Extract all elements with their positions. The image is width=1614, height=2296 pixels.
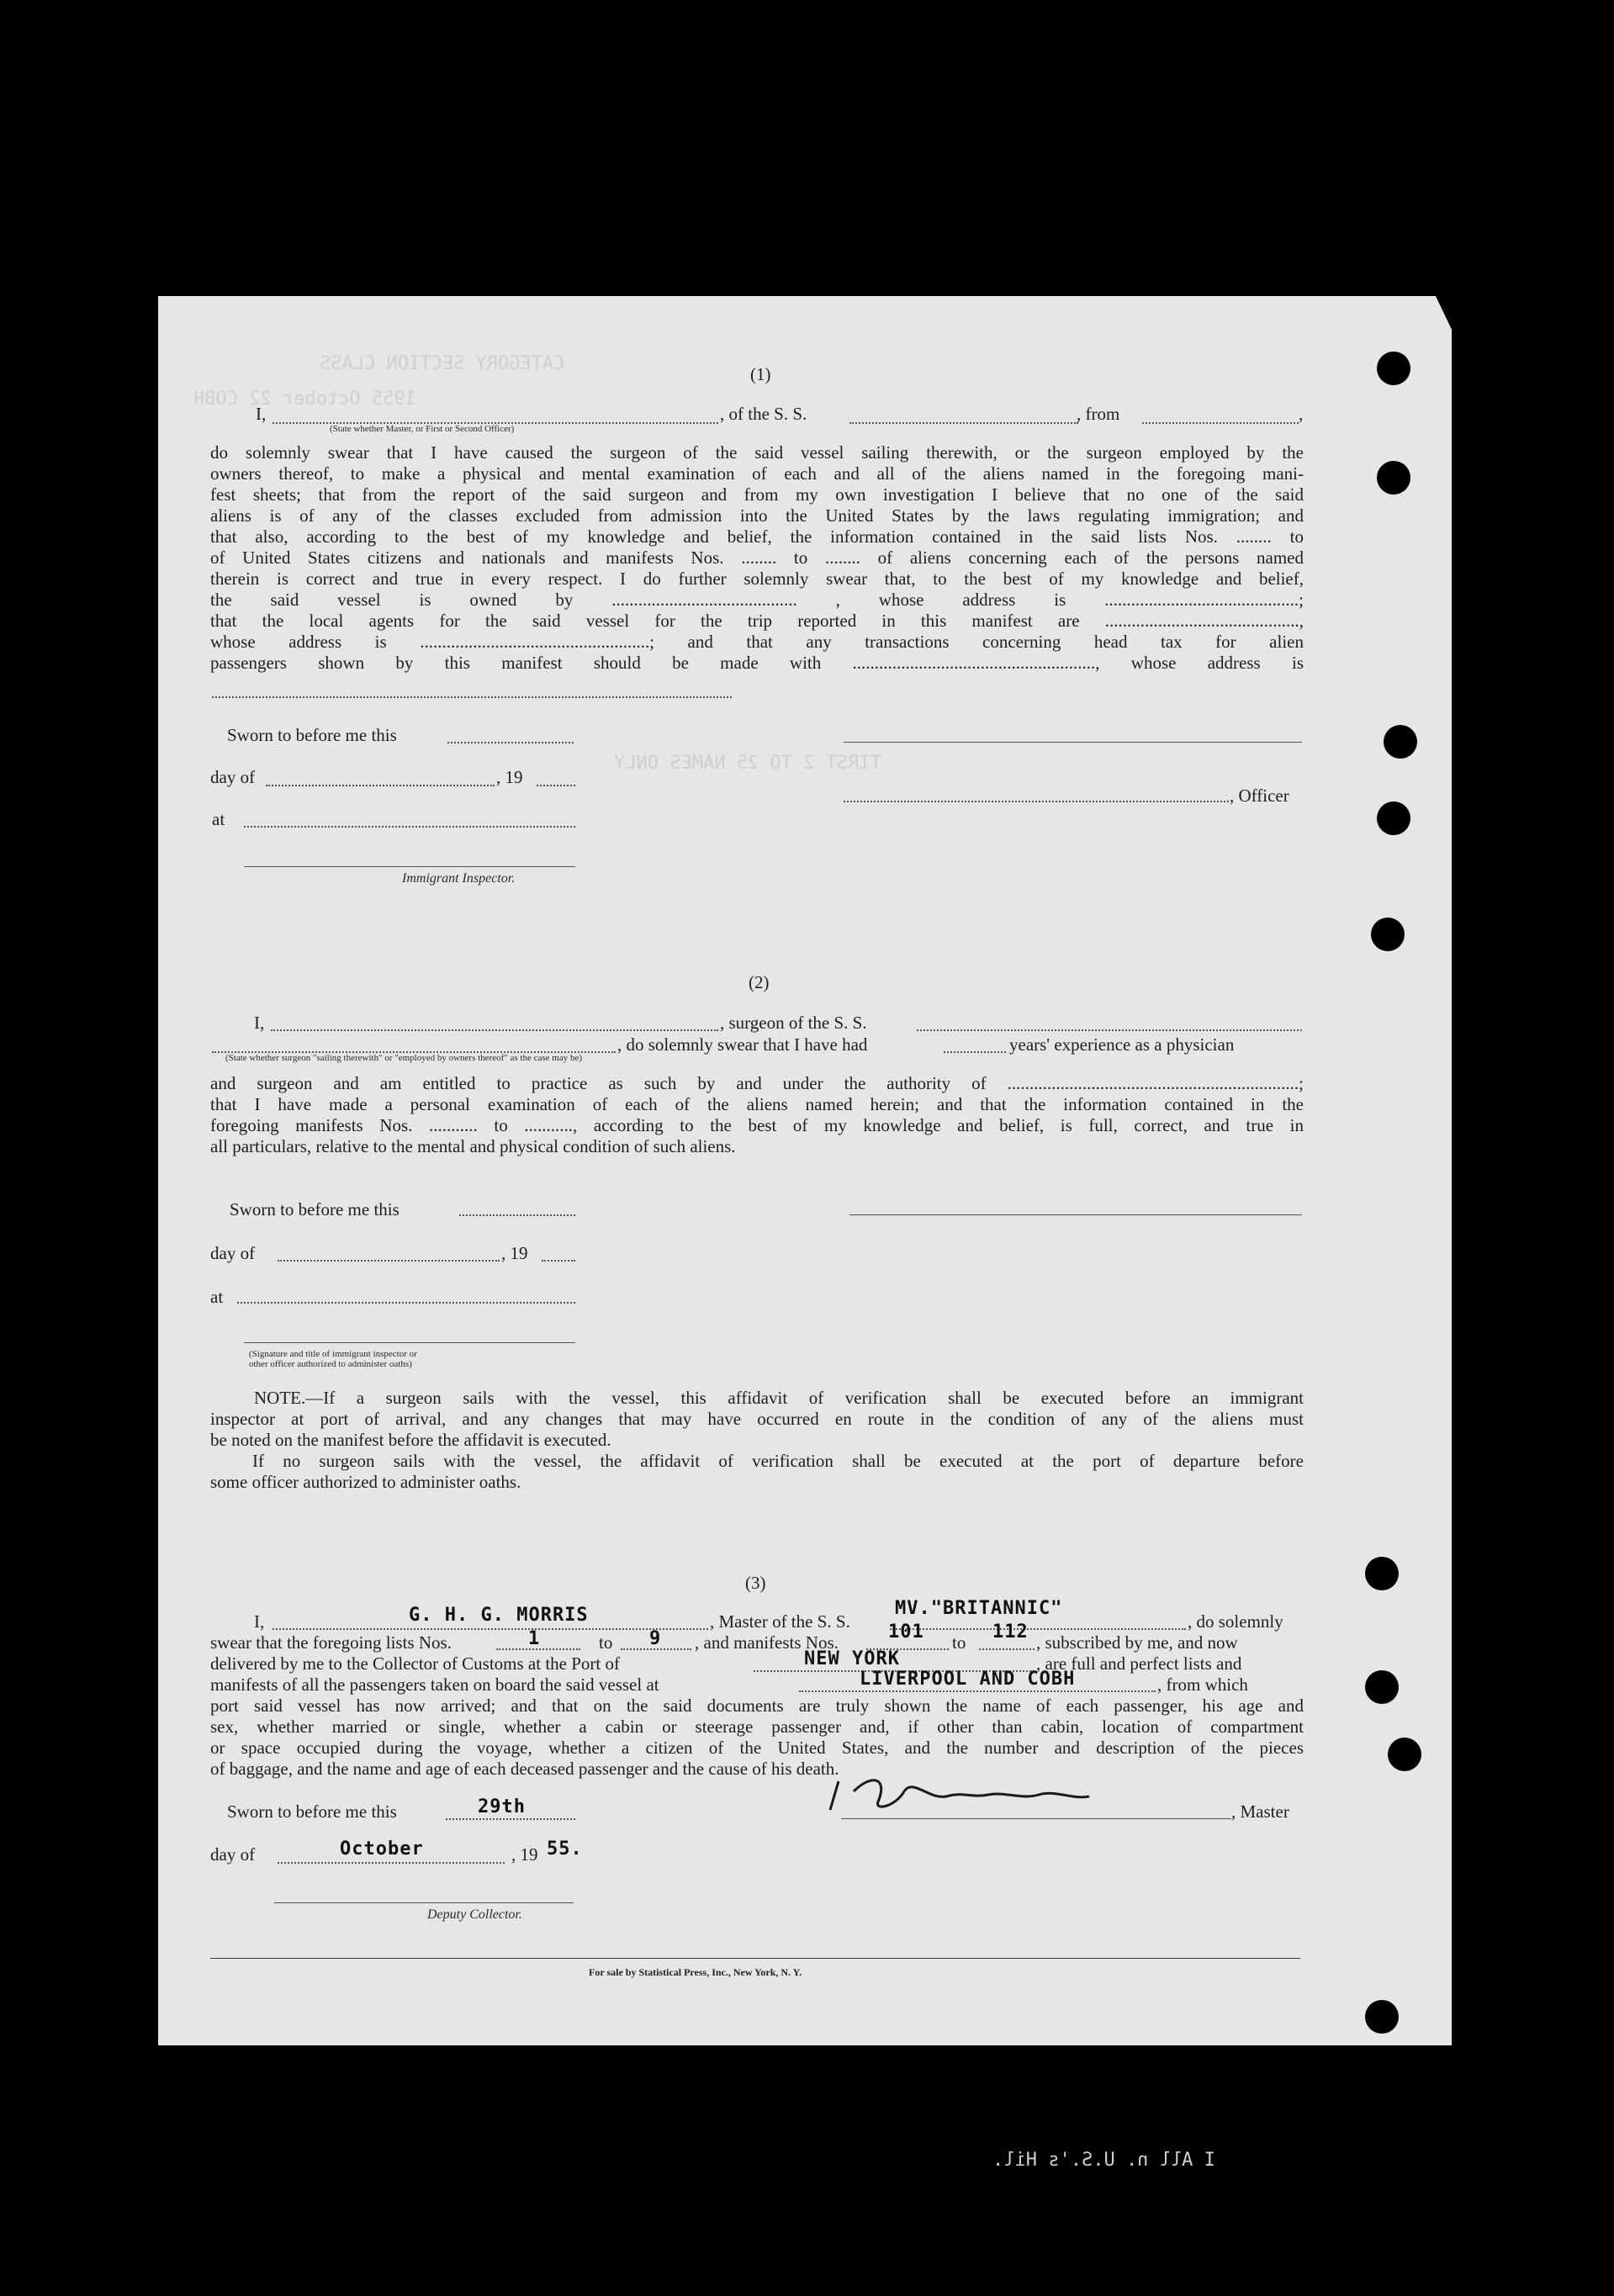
paragraph-line: whose address is ....................................................; and that any transactions concerning head tax for alien xyxy=(210,632,1304,652)
paragraph-line: all particulars, relative to the mental and physical condition of such aliens. xyxy=(210,1136,736,1156)
sworn-label-2: Sworn to before me this xyxy=(230,1199,400,1219)
swear-had-label: , do solemnly swear that I have had xyxy=(617,1034,868,1055)
at-label-1: at xyxy=(212,809,225,829)
bleed-through-mark: 1955 October 22 COBH xyxy=(193,389,416,410)
paragraph-line: that the local agents for the said vessel for the trip reported in this manifest are ............................................, xyxy=(210,611,1304,631)
punch-hole xyxy=(1371,918,1405,951)
section-2-number: (2) xyxy=(749,972,770,992)
punch-hole xyxy=(1377,801,1410,835)
day-of-label-2: day of xyxy=(210,1243,256,1263)
day-of-field-2[interactable] xyxy=(278,1260,500,1262)
master-name-field[interactable] xyxy=(273,1628,708,1630)
lists-label: swear that the foregoing lists Nos. xyxy=(210,1632,452,1653)
at-field-1[interactable] xyxy=(244,826,575,828)
master-label: , Master xyxy=(1231,1801,1289,1822)
inspector-signature-line[interactable] xyxy=(244,866,575,867)
year-field-2[interactable] xyxy=(542,1260,575,1262)
section-3-i: I, xyxy=(254,1611,265,1632)
sworn-day-field-3[interactable] xyxy=(446,1818,575,1820)
punch-hole xyxy=(1365,1557,1399,1590)
day-of-label-1: day of xyxy=(210,767,256,787)
year-label-2: , 19 xyxy=(501,1243,528,1263)
paragraph-line: the said vessel is owned by .......................................... , whose address is ............................................; xyxy=(210,590,1304,610)
signature-note-1: (Signature and title of immigrant inspector or xyxy=(249,1349,417,1359)
paragraph-line: foregoing manifests Nos. ........... to ..........., according to the best of my knowledge and belief, is full, correct, and true in xyxy=(210,1115,1304,1135)
day-of-field-1[interactable] xyxy=(266,785,495,786)
years-experience-label: years' experience as a physician xyxy=(1009,1034,1235,1055)
sworn-day-field-1[interactable] xyxy=(447,742,574,743)
paragraph-line: port said vessel has now arrived; and that on the said documents are truly shown the name of each passenger, his age and xyxy=(210,1696,1304,1716)
year-label-1: , 19 xyxy=(496,767,523,787)
embark-label: manifests of all the passengers taken on board the said vessel at xyxy=(210,1674,659,1695)
note-line: some officer authorized to administer oaths. xyxy=(210,1472,521,1492)
signature-line-1[interactable] xyxy=(844,742,1302,743)
note-line: If no surgeon sails with the vessel, the affidavit of verification shall be executed at the port of departure before xyxy=(252,1451,1304,1471)
paragraph-line: of United States citizens and nationals and manifests Nos. ........ to ........ of aliens concerning each of the persons named xyxy=(210,548,1304,568)
at-label-2: at xyxy=(210,1287,224,1307)
master-signature-line[interactable] xyxy=(841,1818,1231,1819)
month-value: October xyxy=(340,1838,424,1860)
punch-hole xyxy=(1365,1670,1399,1704)
paragraph-line: and surgeon and am entitled to practice as such by and under the authority of ..................................................................; xyxy=(210,1073,1304,1093)
manifest-to-field[interactable] xyxy=(979,1648,1035,1650)
signature-note-2: other officer authorized to administer oaths) xyxy=(249,1359,412,1369)
bleed-through-mark: I All n. U.S.'s Hil. xyxy=(992,2150,1215,2171)
month-field[interactable] xyxy=(278,1862,505,1864)
from-which-label: , from which xyxy=(1157,1674,1248,1695)
section-2-i: I, xyxy=(254,1013,265,1033)
at-field-2[interactable] xyxy=(237,1302,575,1304)
officer-title-field[interactable] xyxy=(844,801,1229,802)
bleed-through-mark: CATEGORY SECTION CLASS xyxy=(320,353,565,374)
paragraph-line: do solemnly swear that I have caused the surgeon of the said vessel sailing therewith, or the surgeon employed by the xyxy=(210,442,1304,463)
section-1-from-label: , from xyxy=(1077,404,1120,424)
manifest-to-value: 112 xyxy=(992,1621,1029,1643)
year-field-1[interactable] xyxy=(537,785,575,786)
paragraph-line: passengers shown by this manifest should be made with ......................................................., whose address is xyxy=(210,653,1304,673)
surgeon-name-field[interactable] xyxy=(271,1029,718,1031)
printer-credit: For sale by Statistical Press, Inc., New York, N. Y. xyxy=(589,1966,802,1978)
paragraph-line: or space occupied during the voyage, whether a citizen of the United States, and the number and description of the pieces xyxy=(210,1738,1304,1758)
footer-rule xyxy=(210,1958,1300,1959)
punch-hole xyxy=(1388,1738,1421,1771)
paragraph-line: that I have made a personal examination of each of the aliens named herein; and that the information contained in the xyxy=(210,1094,1304,1114)
signature-line-2[interactable] xyxy=(849,1214,1302,1215)
perfect-lists-label: , are full and perfect lists and xyxy=(1036,1653,1242,1674)
lists-from-value: 1 xyxy=(528,1628,541,1649)
embark-field[interactable] xyxy=(799,1690,1156,1692)
note-line: inspector at port of arrival, and any changes that may have occurred en route in the condition of any of the aliens must xyxy=(210,1409,1304,1429)
authorized-officer-line[interactable] xyxy=(244,1342,575,1343)
bleed-through-mark: TIRST 2 TO 25 NAMES ONLY xyxy=(614,753,881,774)
subscribed-label: , subscribed by me, and now xyxy=(1036,1632,1238,1653)
master-ss-label: , Master of the S. S. xyxy=(710,1611,850,1632)
do-solemnly-label: , do solemnly xyxy=(1188,1611,1283,1632)
role-note: (State whether Master, or First or Second Officer) xyxy=(330,424,515,434)
surgeon-ss-label: , surgeon of the S. S. xyxy=(720,1013,867,1033)
manifests-label: , and manifests Nos. xyxy=(695,1632,839,1653)
paragraph-line: aliens is of any of the classes excluded from admission into the United States by the laws regulating immigration; and xyxy=(210,505,1304,526)
note-line: NOTE.—If a surgeon sails with the vessel, this affidavit of verification shall be executed before an immigrant xyxy=(254,1388,1304,1408)
paragraph-line: owners thereof, to make a physical and mental examination of each and all of the aliens named in the foregoing mani- xyxy=(210,463,1304,484)
punch-hole xyxy=(1377,352,1410,385)
sworn-day-value: 29th xyxy=(478,1796,526,1817)
section-1-i: I, xyxy=(256,404,267,424)
embark-value: LIVERPOOL AND COBH xyxy=(860,1669,1076,1690)
surgeon-note: (State whether surgeon "sailing therewith" or "employed by owners thereof" as the case may be) xyxy=(225,1053,583,1063)
from-port-field[interactable] xyxy=(1142,422,1299,424)
lists-to-value: 9 xyxy=(649,1628,662,1649)
punch-hole xyxy=(1365,2109,1399,2143)
section-1-ss-label: , of the S. S. xyxy=(720,404,807,424)
master-name-value: G. H. G. MORRIS xyxy=(409,1605,589,1626)
note-line: be noted on the manifest before the affidavit is executed. xyxy=(210,1430,611,1450)
punch-hole xyxy=(1365,2000,1399,2034)
port-label: delivered by me to the Collector of Customs at the Port of xyxy=(210,1653,620,1674)
day-of-label-3: day of xyxy=(210,1844,256,1865)
section-1-number: (1) xyxy=(750,364,771,384)
manifest-from-value: 101 xyxy=(888,1621,924,1643)
ship-name-field[interactable] xyxy=(849,422,1078,424)
sworn-label-1: Sworn to before me this xyxy=(227,725,397,745)
years-field[interactable] xyxy=(944,1051,1006,1053)
ship-field-3[interactable] xyxy=(890,1628,1186,1630)
lists-to-label: to xyxy=(599,1632,613,1653)
year-suffix-value: 55. xyxy=(547,1838,583,1860)
ship-value: MV."BRITANNIC" xyxy=(895,1598,1063,1619)
punch-hole xyxy=(1377,461,1410,495)
paragraph-line: sex, whether married or single, whether a cabin or steerage passenger and, if other than cabin, location of compartment xyxy=(210,1717,1304,1737)
manifests-to-label: to xyxy=(952,1632,966,1653)
officer-label: , Officer xyxy=(1230,786,1289,806)
year-prefix-label: , 19 xyxy=(511,1844,538,1865)
comma: , xyxy=(1299,404,1304,424)
sworn-day-field-2[interactable] xyxy=(459,1214,575,1216)
paragraph-line: of baggage, and the name and age of each deceased passenger and the cause of his death. xyxy=(210,1759,839,1779)
address-continuation-field[interactable] xyxy=(212,696,732,698)
deputy-label: Deputy Collector. xyxy=(427,1907,522,1922)
inspector-label: Immigrant Inspector. xyxy=(402,871,516,886)
section-3-number: (3) xyxy=(745,1573,766,1593)
paragraph-line: that also, according to the best of my knowledge and belief, the information contained in the said lists Nos. ........ to xyxy=(210,526,1304,547)
sworn-label-3: Sworn to before me this xyxy=(227,1801,397,1822)
deputy-signature-line[interactable] xyxy=(274,1902,574,1903)
master-signature xyxy=(820,1766,1140,1825)
paragraph-line: fest sheets; that from the report of the said surgeon and from my own investigation I believe that no one of the said xyxy=(210,484,1304,505)
surgeon-ship-field[interactable] xyxy=(917,1029,1302,1031)
punch-hole xyxy=(1384,725,1417,759)
port-value: NEW YORK xyxy=(804,1648,900,1669)
paragraph-line: therein is correct and true in every respect. I do further solemnly swear that, to the best of my knowledge and belief, xyxy=(210,569,1304,589)
